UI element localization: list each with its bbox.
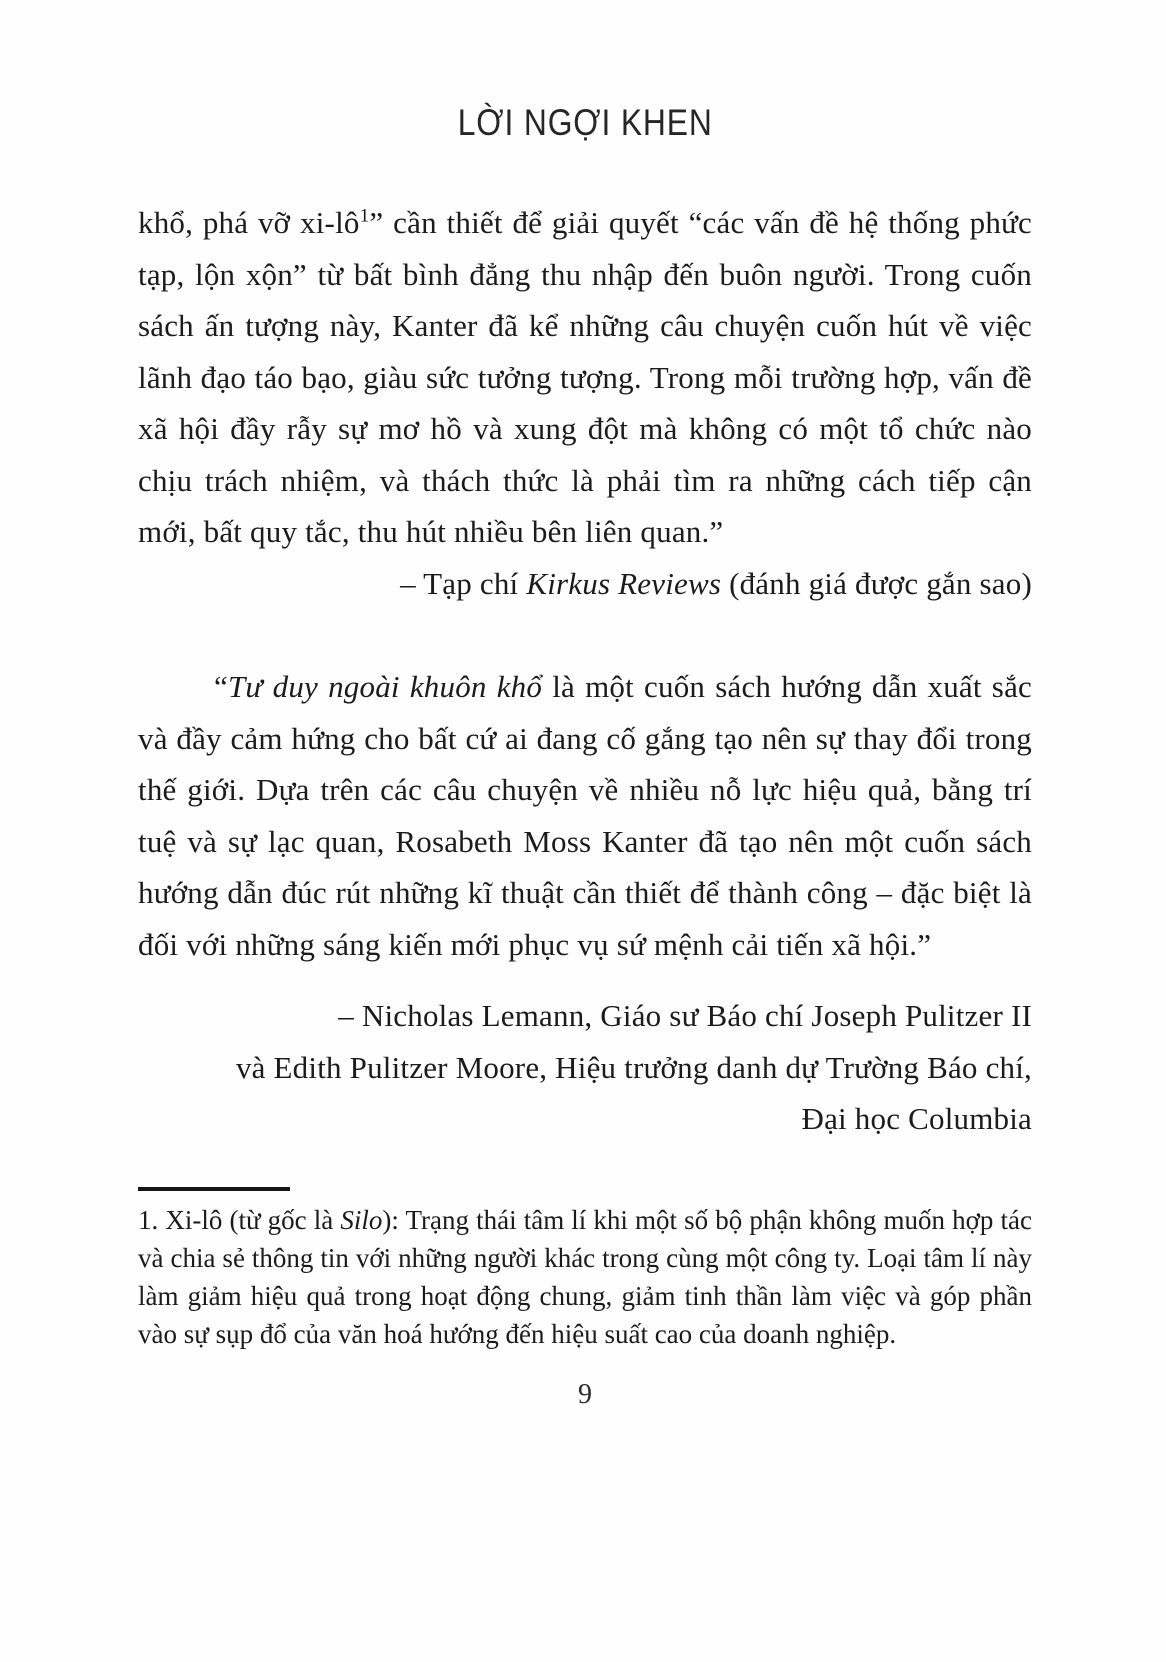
page-title bbox=[138, 102, 1032, 144]
footnote-divider bbox=[138, 1187, 290, 1191]
page-number: 9 bbox=[578, 1378, 592, 1410]
attribution-lemann-line-3: Đại học Columbia bbox=[801, 1101, 1032, 1136]
footnote-silo: 1. Xi-lô (từ gốc là Silo): Trạng thái tâm lí khi một số bộ phận không muốn hợp tác và chia sẻ thông tin với những người khác trong cùng một công ty. Loại tâm lí này làm giảm hiệu quả trong hoạt động chung, giảm tinh thần làm việc và góp phần vào sự sụp đổ của văn hoá hướng đến hiệu suất cao của doanh nghiệp. bbox=[138, 1204, 1033, 1349]
attribution-lemann-line-1: – Nicholas Lemann, Giáo sư Báo chí Joseph Pulitzer II bbox=[338, 998, 1032, 1033]
attribution-lemann-line-2: và Edith Pulitzer Moore, Hiệu trưởng danh dự Trường Báo chí, bbox=[235, 1049, 1032, 1085]
paragraph-quote-1: khổ, phá vỡ $xi-lô^1$” cần thiết để giải quyết “các vấn đề hệ thống phức tạp, lộn xộn” từ bất bình đẳng thu nhập đến buôn người. Trong cuốn sách ấn tượng này, Kanter đã kể những câu chuyện cuốn hút về việc lãnh đạo táo bạo, giàu sức tưởng tượng. Trong mỗi trường hợp, vấn đề xã hội đầy rẫy sự mơ hồ và xung đột mà không có một tổ chức nào chịu trách nhiệm, và thách thức là phải tìm ra những cách tiếp cận mới, bất quy tắc, thu hút nhiều bên liên quan.” bbox=[138, 205, 1032, 549]
attribution-kirkus: – Tạp chí Kirkus Reviews (đánh giá được gắn sao) bbox=[400, 565, 1032, 601]
attribution-lemann bbox=[138, 990, 1032, 1145]
paragraph-quote-2: “Tư duy ngoài khuôn khổ là một cuốn sách hướng dẫn xuất sắc và đầy cảm hứng cho bất cứ ai đang cố gắng tạo nên sự thay đổi trong thế giới. Dựa trên các câu chuyện về nhiều nỗ lực hiệu quả, bằng trí tuệ và sự lạc quan, Rosabeth Moss Kanter đã tạo nên một cuốn sách hướng dẫn đúc rút những kĩ thuật cần thiết để thành công – đặc biệt là đối với những sáng kiến mới phục vụ sứ mệnh cải tiến xã hội.” bbox=[138, 669, 1032, 962]
page-title-text: LỜI NGỢI KHEN bbox=[457, 102, 713, 143]
